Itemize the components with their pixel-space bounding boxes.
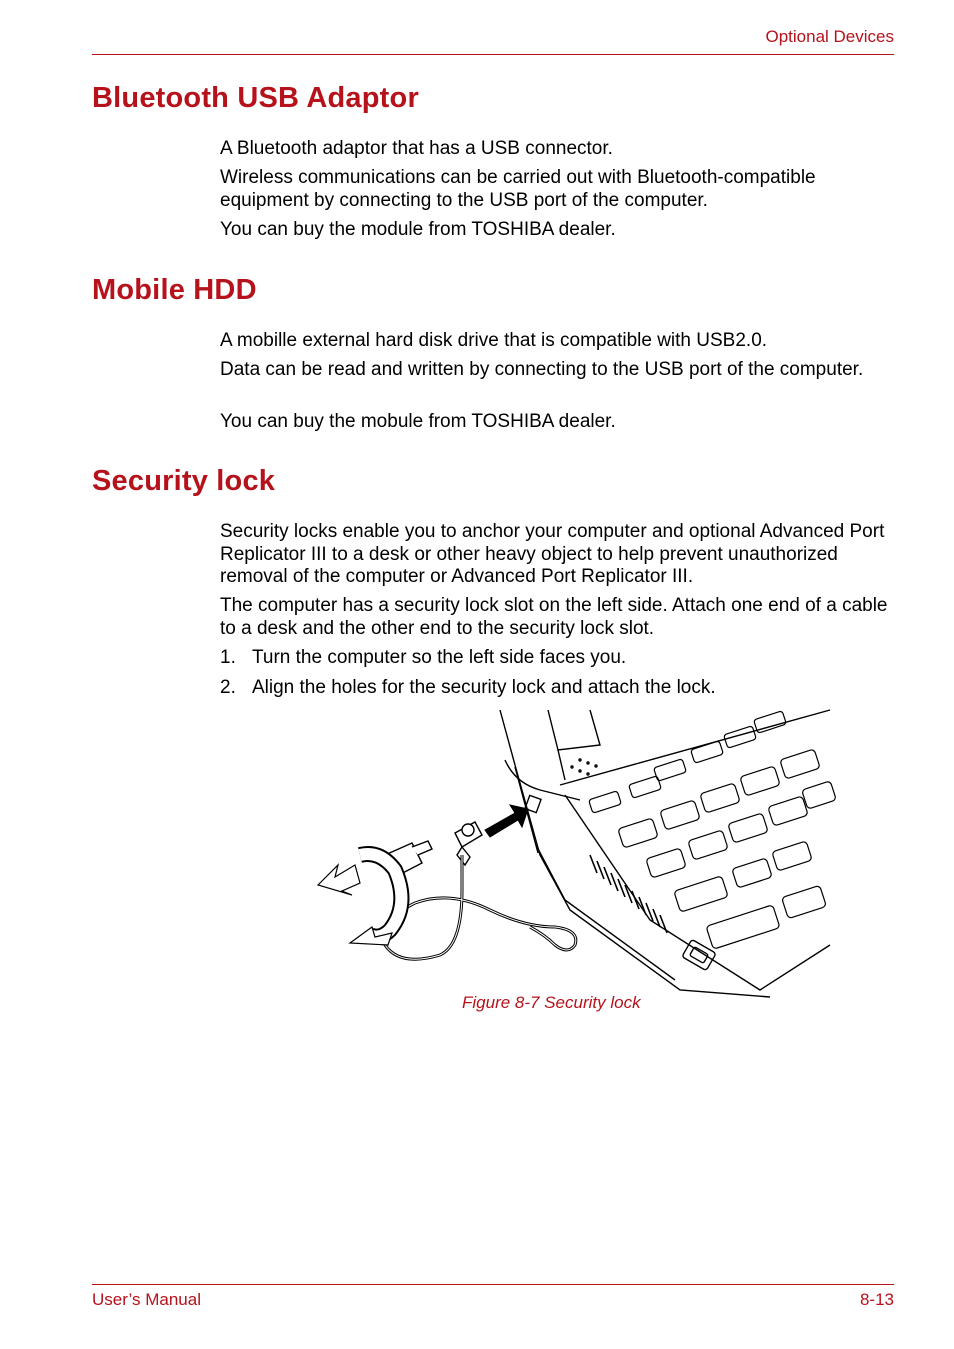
footer-rule [92, 1284, 894, 1285]
security-lock-illustration [300, 705, 840, 1000]
heading-bluetooth: Bluetooth USB Adaptor [92, 82, 419, 114]
heading-mobile-hdd: Mobile HDD [92, 274, 257, 306]
list-item-number: 2. [220, 677, 236, 698]
header-rule [92, 54, 894, 55]
list-item [220, 677, 716, 700]
footer-manual-title: User’s Manual [92, 1290, 201, 1309]
mobile-hdd-paragraph-2: Data can be read and written by connecting to the USB port of the computer. [220, 359, 864, 380]
mobile-hdd-paragraph-3: You can buy the mobule from TOSHIBA dealer. [220, 411, 616, 432]
header-section-label: Optional Devices [765, 27, 894, 46]
bluetooth-paragraph-2: Wireless communications can be carried out with Bluetooth-compatible equipment by connecting to the USB port of the computer. [220, 167, 816, 211]
page-number: 8-13 [859, 1290, 894, 1309]
list-item [220, 647, 626, 670]
mobile-hdd-paragraph-1: A mobille external hard disk drive that is compatible with USB2.0. [220, 330, 768, 351]
list-item-text: Turn the computer so the left side faces you. [252, 647, 627, 668]
bluetooth-paragraph-1: A Bluetooth adaptor that has a USB connector. [220, 138, 613, 159]
security-lock-paragraph-2: The computer has a security lock slot on the left side. Attach one end of a cable to a desk and the other end to the security lock slot. [220, 595, 888, 639]
security-lock-paragraph-1: Security locks enable you to anchor your computer and optional Advanced Port Replicator III to a desk or other heavy object to help prevent unauthorized removal of the computer or Advanced Port Replicator III. [220, 521, 885, 587]
heading-security-lock: Security lock [92, 465, 276, 497]
bluetooth-paragraph-3: You can buy the module from TOSHIBA dealer. [220, 219, 616, 240]
list-item-text: Align the holes for the security lock and attach the lock. [252, 677, 716, 698]
figure-caption: Figure 8-7 Security lock [462, 993, 641, 1012]
list-item-number: 1. [220, 647, 236, 668]
